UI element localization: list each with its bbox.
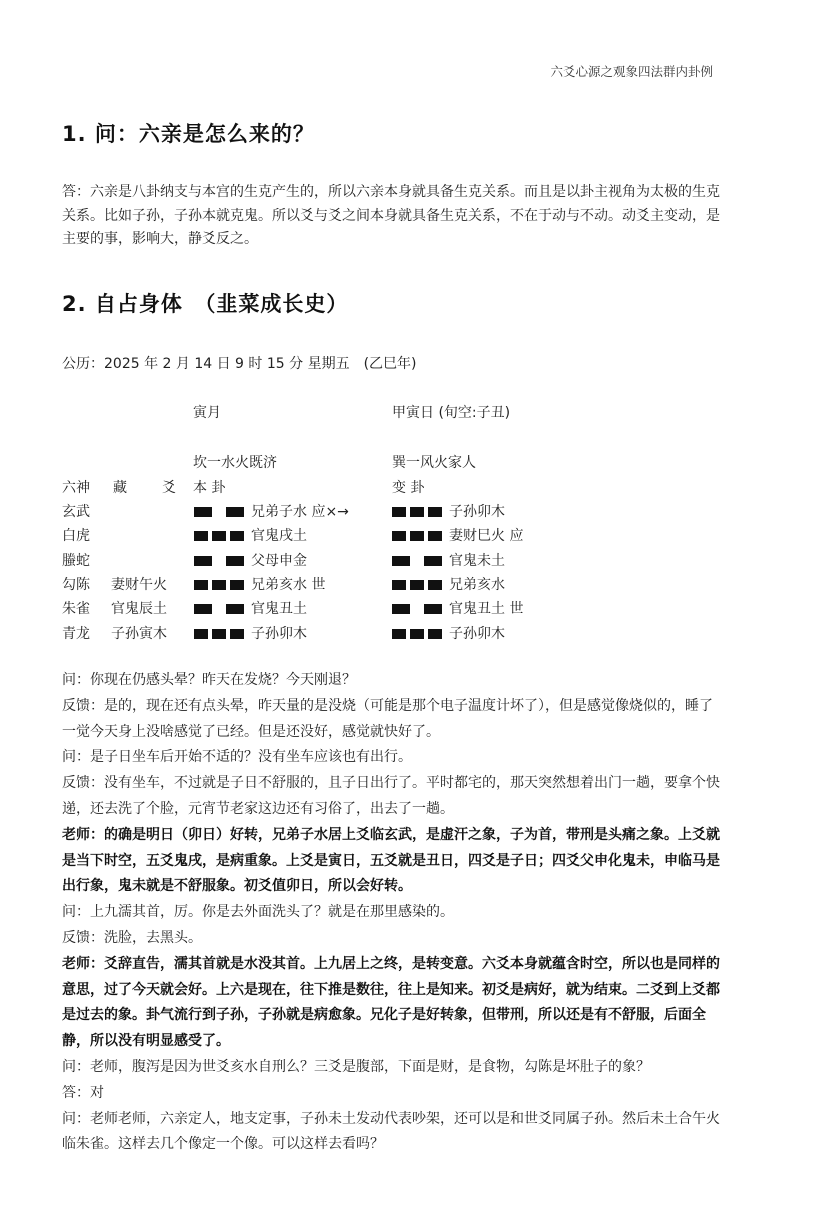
hidden-spirit-label: 子孙寅木 <box>111 626 167 642</box>
dialogue-line: 反馈：洗脸，去黑头。 <box>62 929 202 946</box>
yang-line <box>194 576 244 590</box>
yao-segment <box>194 629 208 639</box>
yin-line <box>194 503 244 517</box>
main-yao-label: 官鬼丑土 <box>251 601 307 617</box>
yao-segment <box>212 531 226 541</box>
changed-yao-label: 妻财巳火 应 <box>449 528 524 544</box>
yao-segment <box>392 507 406 517</box>
yao-segment <box>428 629 442 639</box>
yao-segment <box>410 531 424 541</box>
yao-segment <box>392 629 406 639</box>
yao-segment <box>212 580 226 590</box>
col-main-hexagram: 本 卦 <box>193 480 226 496</box>
yao-segment <box>226 604 244 614</box>
changed-yao-label: 兄弟亥水 <box>449 577 505 593</box>
yao-segment <box>194 531 208 541</box>
date-line: 公历：2025 年 2 月 14 日 9 时 15 分 星期五 (乙巳年) <box>62 356 417 372</box>
section1-answer: 答：六亲是八卦纳支与本宫的生克产生的，所以六亲本身就具备生克关系。而且是以卦主视角为太极的生克关系。比如子孙，子孙本就克鬼。所以爻与爻之间本身就具备生克关系，不在于动与不动。动爻主变动，是主要的事，影响大，静爻反之。 <box>62 184 720 247</box>
yao-segment <box>230 629 244 639</box>
dialogue-line: 反馈：没有坐车，不过就是子日不舒服的，且子日出行了。平时都宅的，那天突然想着出门一趟，要拿个快递，还去洗了个脸，元宵节老家这边还有习俗了，出去了一趟。 <box>62 775 720 817</box>
col-yao: 爻 <box>162 480 176 496</box>
main-yao-label: 子孙卯木 <box>251 626 307 642</box>
changed-yao-label: 子孙卯木 <box>449 504 505 520</box>
changed-yin-line <box>392 552 442 566</box>
dialogue-line: 反馈：是的，现在还有点头晕，昨天量的是没烧（可能是那个电子温度计坏了），但是感觉像烧似的，睡了一觉今天身上没啥感觉了已经。但是还没好，感觉就快好了。 <box>62 697 713 740</box>
yao-segment <box>212 629 226 639</box>
col-changed-hexagram: 变 卦 <box>392 480 425 496</box>
changed-yang-line <box>392 527 442 541</box>
month-label: 寅月 <box>193 405 221 421</box>
yao-segment <box>226 556 244 566</box>
yao-segment <box>230 531 244 541</box>
yao-segment <box>424 556 442 566</box>
six-spirit-label: 朱雀 <box>62 601 90 617</box>
changed-yao-label: 官鬼未土 <box>449 553 505 569</box>
dialogue-line: 问：是子日坐车后开始不适的？没有坐车应该也有出行。 <box>62 749 412 766</box>
yao-segment <box>194 556 212 566</box>
yao-segment <box>392 604 410 614</box>
teacher-reply: 老师：爻辞直告，濡其首就是水没其首。上九居上之终，是转变意。六爻本身就蕴含时空，所以也是同样的意思，过了今天就会好。上六是现在，往下推是数往，往上是知来。初爻是病好，就为结束。二爻到上爻都是过去的象。卦气流行到子孙，子孙就是病愈象。兄化子是好转象，但带刑，所以还是有不舒服，后面全静，所以没有明显感受了。 <box>62 955 720 1050</box>
six-spirit-label: 螣蛇 <box>62 553 90 569</box>
day-label: 甲寅日 (旬空:子丑) <box>392 405 511 421</box>
hidden-spirit-label: 妻财午火 <box>111 577 167 593</box>
main-yao-label: 父母申金 <box>251 553 307 569</box>
dialogue-line: 问：老师，腹泻是因为世爻亥水自刑么？三爻是腹部，下面是财，是食物，勾陈是坏肚子的象？ <box>62 1058 650 1075</box>
yao-segment <box>410 580 424 590</box>
main-yao-label: 兄弟子水 应×→ <box>251 504 349 520</box>
changed-yang-line <box>392 576 442 590</box>
yang-line <box>194 625 244 639</box>
teacher-reply: 老师：的确是明日（卯日）好转，兄弟子水居上爻临玄武，是虚汗之象，子为首，带刑是头痛之象。上爻就是当下时空，五爻鬼戌，是病重象。上爻是寅日，五爻就是丑日，四爻是子日；四爻父申化鬼未，申临马是出行象，鬼未就是不舒服象。初爻值卯日，所以会好转。 <box>62 826 720 895</box>
dialogue <box>62 668 722 1158</box>
yao-segment <box>424 604 442 614</box>
changed-yao-label: 官鬼丑土 世 <box>449 601 524 617</box>
hidden-spirit-label: 官鬼辰土 <box>111 601 167 617</box>
changed-hexagram-name: 巽一风火家人 <box>392 455 476 471</box>
six-spirit-label: 白虎 <box>62 528 90 544</box>
col-hidden: 藏 <box>113 480 127 496</box>
changed-yang-line <box>392 503 442 517</box>
dialogue-line: 问：上九濡其首，厉。你是去外面洗头了？就是在那里感染的。 <box>62 904 454 921</box>
yao-segment <box>392 556 410 566</box>
changed-yao-label: 子孙卯木 <box>449 626 505 642</box>
dialogue-line: 答：对 <box>62 1084 104 1101</box>
yin-line <box>194 600 244 614</box>
yao-segment <box>226 507 244 517</box>
changed-yin-line <box>392 600 442 614</box>
col-six-spirits: 六神 <box>62 480 90 496</box>
main-yao-label: 官鬼戌土 <box>251 528 307 544</box>
yao-segment <box>428 507 442 517</box>
six-spirit-label: 勾陈 <box>62 577 90 593</box>
yao-segment <box>194 507 212 517</box>
yao-segment <box>428 531 442 541</box>
six-spirit-label: 青龙 <box>62 626 90 642</box>
dialogue-line: 问：老师老师，六亲定人，地支定事，子孙未土发动代表吵架，还可以是和世爻同属子孙。然后未土合午火临朱雀。这样去几个像定一个像。可以这样去看吗？ <box>62 1110 720 1153</box>
yao-segment <box>392 531 406 541</box>
header-note: 六爻心源之观象四法群内卦例 <box>550 64 713 79</box>
yao-segment <box>230 580 244 590</box>
section2-title: 2. 自占身体 （韭菜成长史） <box>62 292 349 316</box>
yao-segment <box>428 580 442 590</box>
yao-segment <box>410 507 424 517</box>
changed-yang-line <box>392 625 442 639</box>
six-spirit-label: 玄武 <box>62 504 90 520</box>
yao-segment <box>410 629 424 639</box>
section1-title: 1. 问：六亲是怎么来的？ <box>62 122 315 146</box>
main-hexagram-name: 坎一水火既济 <box>193 455 277 471</box>
dialogue-line: 问：你现在仍感头晕？昨天在发烧？今天刚退？ <box>62 672 356 688</box>
yao-segment <box>194 604 212 614</box>
yin-line <box>194 552 244 566</box>
yang-line <box>194 527 244 541</box>
yao-segment <box>392 580 406 590</box>
yao-segment <box>194 580 208 590</box>
main-yao-label: 兄弟亥水 世 <box>251 577 326 593</box>
